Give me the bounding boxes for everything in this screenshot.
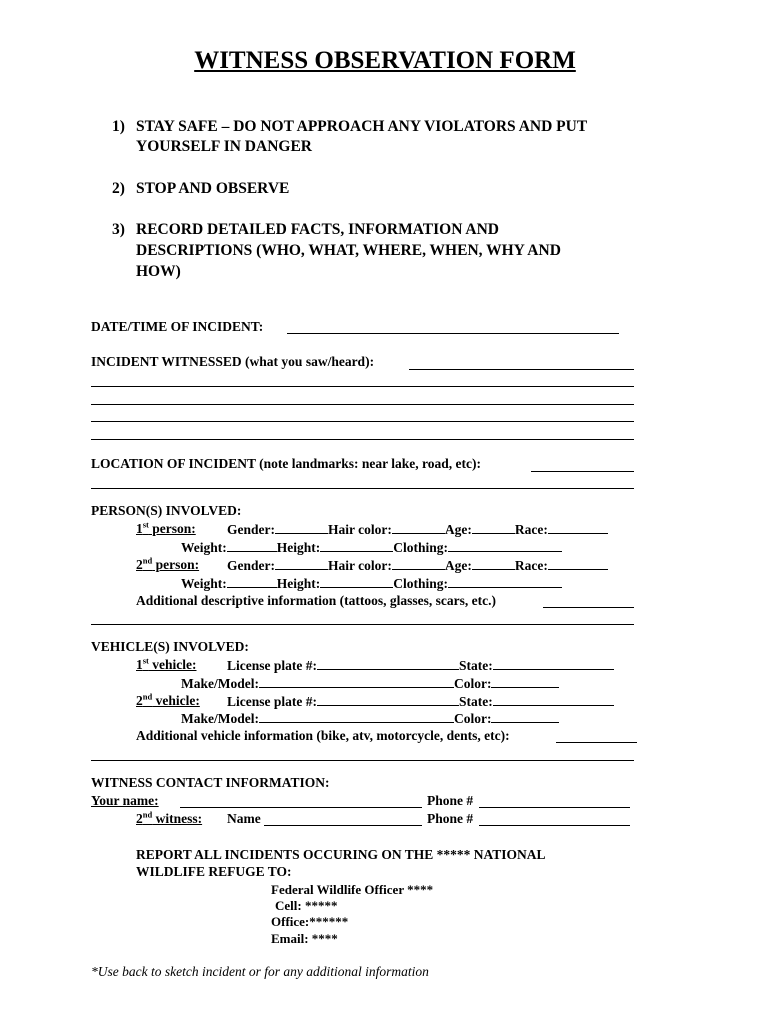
persons-heading: PERSON(S) INVOLVED: (91, 503, 242, 518)
instruction-3-line3: HOW) (136, 263, 181, 280)
gender-label: Gender: (227, 522, 275, 537)
vehicle-2-color-field[interactable] (491, 710, 559, 723)
person-1-age-field[interactable] (472, 521, 515, 534)
your-name-label: Your name: (91, 793, 159, 808)
report-line-1: REPORT ALL INCIDENTS OCCURING ON THE ***** NATIONAL (136, 847, 546, 862)
hair-color-label: Hair color: (328, 558, 392, 573)
person-2-age-field[interactable] (472, 557, 515, 570)
race-label: Race: (514, 558, 548, 573)
incident-field-line-4[interactable] (91, 439, 634, 440)
person-2-hair-field[interactable] (392, 557, 445, 570)
vehicle-1-color-field[interactable] (491, 675, 559, 688)
vehicle-1-plate-row (227, 657, 614, 674)
instruction-1-line2: YOURSELF IN DANGER (136, 138, 312, 155)
instruction-1-line1: STAY SAFE – DO NOT APPROACH ANY VIOLATORS AND PUT (136, 118, 588, 135)
gender-label: Gender: (227, 558, 275, 573)
instruction-2-line1: STOP AND OBSERVE (136, 180, 290, 197)
vehicle-additional-field-line-0[interactable] (556, 742, 637, 743)
incident-field-line-1[interactable] (91, 386, 634, 387)
incident-label: INCIDENT WITNESSED (what you saw/heard): (91, 354, 375, 369)
form-title: WITNESS OBSERVATION FORM (194, 47, 576, 74)
person-additional-label: Additional descriptive information (tattoos, glasses, scars, etc.) (136, 593, 496, 608)
age-label: Age: (444, 558, 472, 573)
witness-2-name-field[interactable] (264, 825, 422, 826)
person-2-body-row (181, 575, 562, 592)
vehicle-2-label: 2nd vehicle: (136, 691, 200, 708)
vehicle-additional-field-line-1[interactable] (91, 760, 634, 761)
person-1-details-row (227, 521, 608, 538)
make-label: Make/Model: (181, 711, 259, 726)
incident-field-line-2[interactable] (91, 404, 634, 405)
person-2-label: 2nd person: (136, 555, 200, 572)
location-field-line-1[interactable] (91, 488, 634, 489)
location-label: LOCATION OF INCIDENT (note landmarks: near lake, road, etc): (91, 456, 482, 471)
person-2-clothing-field[interactable] (448, 575, 562, 588)
race-label: Race: (514, 522, 548, 537)
officer-office: Office:****** (271, 914, 349, 929)
your-phone-field[interactable] (479, 807, 630, 808)
report-line-2: WILDLIFE REFUGE TO: (136, 864, 292, 879)
witness-heading: WITNESS CONTACT INFORMATION: (91, 775, 330, 790)
person-1-body-row (181, 539, 562, 556)
person-1-race-field[interactable] (548, 521, 608, 534)
vehicle-2-state-field[interactable] (493, 693, 614, 706)
witness-2-name-label: Name (227, 811, 261, 826)
vehicle-1-label: 1st vehicle: (136, 655, 197, 672)
footer-note: *Use back to sketch incident or for any additional information (91, 964, 429, 979)
person-1-label: 1st person: (136, 519, 196, 536)
vehicle-2-plate-field[interactable] (317, 693, 459, 706)
person-1-weight-field[interactable] (227, 539, 277, 552)
age-label: Age: (444, 522, 472, 537)
person-2-height-field[interactable] (320, 575, 393, 588)
person-additional-field-line-0[interactable] (543, 607, 634, 608)
instruction-3-line2: DESCRIPTIONS (WHO, WHAT, WHERE, WHEN, WHY AND (136, 242, 561, 259)
vehicle-2-make-row (181, 710, 559, 727)
vehicles-heading: VEHICLE(S) INVOLVED: (91, 639, 249, 654)
weight-label: Weight: (181, 576, 227, 591)
officer-name: Federal Wildlife Officer **** (271, 882, 434, 897)
height-label: Height: (276, 540, 321, 555)
your-phone-label: Phone # (427, 793, 474, 808)
person-1-clothing-field[interactable] (448, 539, 562, 552)
person-1-height-field[interactable] (320, 539, 393, 552)
weight-label: Weight: (181, 540, 227, 555)
clothing-label: Clothing: (393, 540, 449, 555)
person-1-gender-field[interactable] (275, 521, 328, 534)
incident-field-line-3[interactable] (91, 421, 634, 422)
vehicle-1-plate-field[interactable] (317, 657, 459, 670)
person-1-hair-field[interactable] (392, 521, 445, 534)
vehicle-2-plate-row (227, 693, 614, 710)
person-2-race-field[interactable] (548, 557, 608, 570)
plate-label: License plate #: (227, 658, 317, 673)
vehicle-1-make-field[interactable] (259, 675, 454, 688)
vehicle-1-make-row (181, 675, 559, 692)
vehicle-additional-label: Additional vehicle information (bike, atv, motorcycle, dents, etc): (136, 728, 510, 743)
person-additional-field-line-1[interactable] (91, 624, 634, 625)
person-2-weight-field[interactable] (227, 575, 277, 588)
date-time-field[interactable] (287, 333, 619, 334)
date-time-label: DATE/TIME OF INCIDENT: (91, 319, 264, 334)
person-2-gender-field[interactable] (275, 557, 328, 570)
make-label: Make/Model: (181, 676, 259, 691)
location-field-line-0[interactable] (531, 471, 634, 472)
officer-email: Email: **** (271, 931, 338, 946)
instruction-3-line1: RECORD DETAILED FACTS, INFORMATION AND (136, 221, 499, 238)
vehicle-1-state-field[interactable] (493, 657, 614, 670)
color-label: Color: (453, 711, 492, 726)
plate-label: License plate #: (227, 694, 317, 709)
hair-color-label: Hair color: (328, 522, 392, 537)
your-name-field[interactable] (180, 807, 422, 808)
witness-2-phone-field[interactable] (479, 825, 630, 826)
witness-2-label: 2nd witness: (136, 809, 203, 826)
officer-cell: Cell: ***** (275, 898, 338, 913)
instruction-1-number: 1) (112, 118, 125, 135)
vehicle-2-make-field[interactable] (259, 710, 454, 723)
incident-field-line-0[interactable] (409, 369, 634, 370)
state-label: State: (459, 658, 493, 673)
state-label: State: (459, 694, 493, 709)
person-2-details-row (227, 557, 608, 574)
witness-2-phone-label: Phone # (427, 811, 474, 826)
height-label: Height: (276, 576, 321, 591)
instruction-2-number: 2) (112, 180, 125, 197)
clothing-label: Clothing: (393, 576, 449, 591)
instruction-3-number: 3) (112, 221, 125, 238)
color-label: Color: (453, 676, 492, 691)
